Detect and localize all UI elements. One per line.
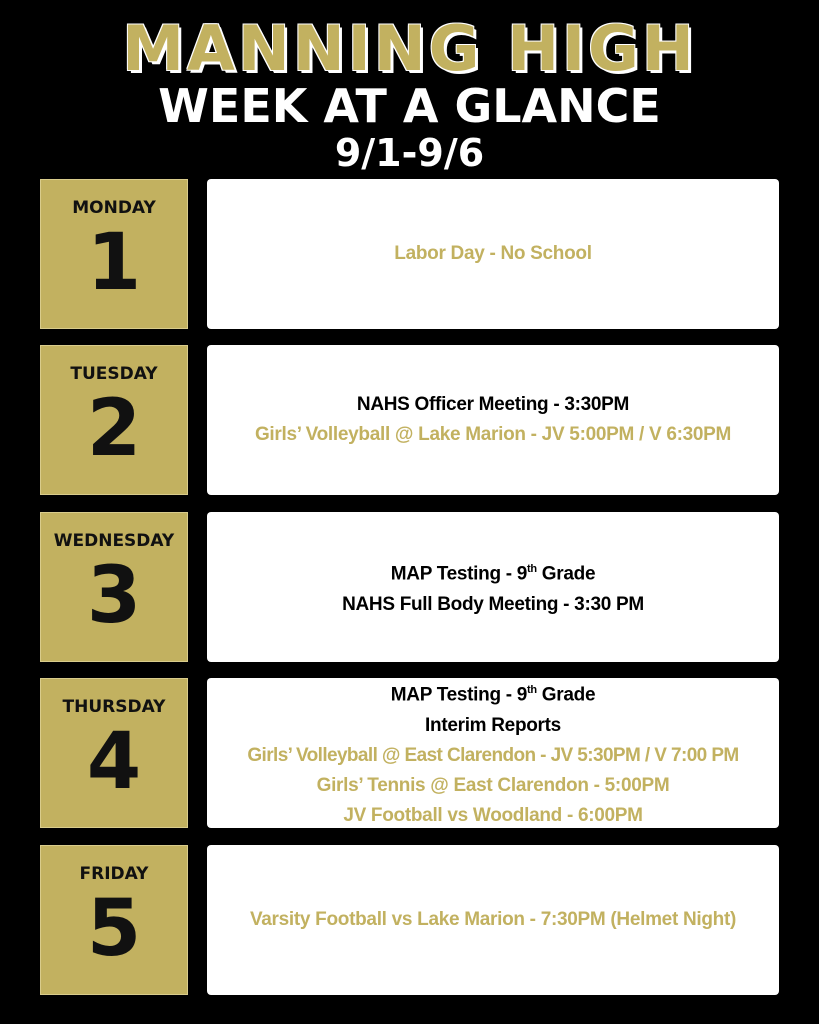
day-row-friday <box>0 845 819 997</box>
day-number: 4 <box>86 717 142 807</box>
day-box <box>40 845 188 995</box>
day-row-monday <box>0 179 819 331</box>
day-number: 1 <box>86 218 142 308</box>
day-name: THURSDAY <box>62 697 166 717</box>
event-item: NAHS Officer Meeting - 3:30PM <box>356 394 630 415</box>
events-panel <box>207 179 779 329</box>
page-subtitle: WEEK AT A GLANCE <box>158 79 661 133</box>
ordinal-suffix: th <box>527 684 537 697</box>
day-number: 2 <box>86 384 142 474</box>
event-item: Girls’ Tennis @ East Clarendon - 5:00PM <box>316 774 670 796</box>
events-panel <box>207 678 779 828</box>
event-text: MAP Testing - 9 <box>390 684 528 706</box>
events-panel <box>207 845 779 995</box>
event-item: Labor Day - No School <box>394 243 592 264</box>
day-box <box>40 179 188 329</box>
events-panel <box>207 345 779 495</box>
event-text: Grade <box>536 684 596 706</box>
day-row-tuesday <box>0 345 819 497</box>
day-name: FRIDAY <box>79 864 149 884</box>
day-row-wednesday <box>0 512 819 664</box>
event-item: Varsity Football vs Lake Marion - 7:30PM (Helmet Night) <box>249 909 737 930</box>
event-item: Girls’ Volleyball @ East Clarendon - JV 5:30PM / V 7:00 PM <box>247 744 739 766</box>
event-text: Grade <box>536 563 596 585</box>
events-panel <box>207 512 779 662</box>
ordinal-suffix: th <box>527 563 537 576</box>
event-item <box>391 675 595 710</box>
event-item: NAHS Full Body Meeting - 3:30 PM <box>342 593 644 615</box>
day-name: WEDNESDAY <box>53 531 175 551</box>
day-number: 3 <box>86 551 142 641</box>
day-box <box>40 678 188 828</box>
event-item: Girls’ Volleyball @ Lake Marion - JV 5:00PM / V 6:30PM <box>254 424 732 445</box>
day-box <box>40 512 188 662</box>
day-name: TUESDAY <box>70 364 158 384</box>
event-item <box>391 554 595 589</box>
event-item: JV Football vs Woodland - 6:00PM <box>343 804 643 826</box>
day-row-thursday <box>0 678 819 830</box>
date-range: 9/1-9/6 <box>334 131 485 175</box>
event-item: Interim Reports <box>425 714 561 736</box>
event-text: MAP Testing - 9 <box>390 563 528 585</box>
page-title: MANNING HIGH <box>122 12 697 85</box>
day-box <box>40 345 188 495</box>
day-number: 5 <box>86 884 142 974</box>
day-name: MONDAY <box>72 198 156 218</box>
